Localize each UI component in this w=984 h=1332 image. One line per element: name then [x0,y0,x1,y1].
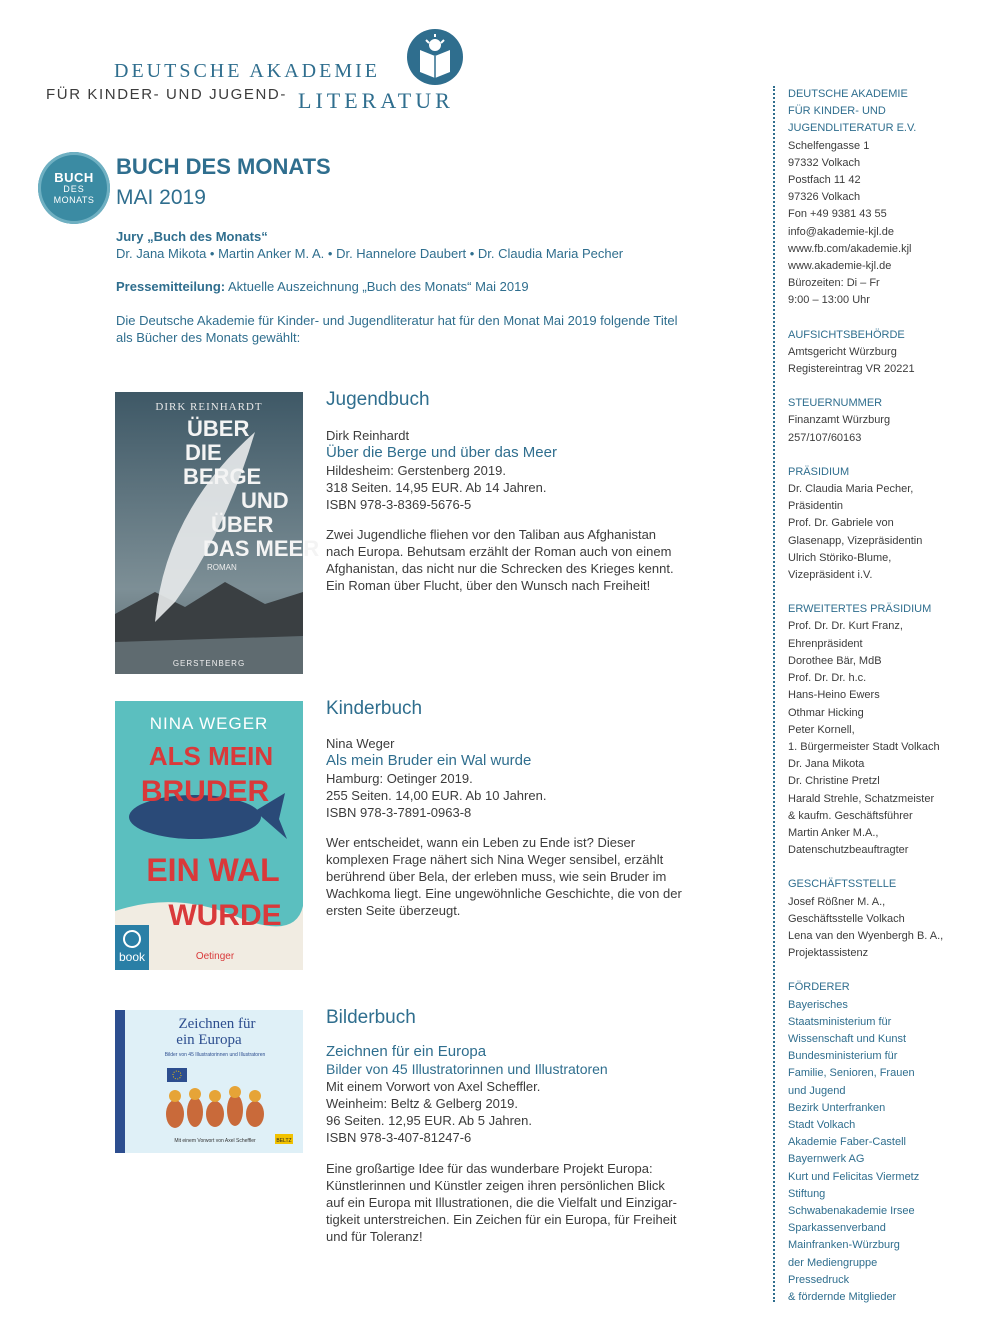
sponsor-line: Bundesministerium für [788,1050,898,1063]
badge-line1: BUCH [54,170,94,185]
book-info [326,735,546,821]
sidebar-line: Prof. Dr. Dr. Kurt Franz, [788,620,903,633]
sidebar-line: 9:00 – 13:00 Uhr [788,294,870,307]
cover-genre: ROMAN [207,563,237,572]
sidebar-heading: PRÄSIDIUM [788,465,850,478]
book-subtitle: Bilder von 45 Illustratorinnen und Illustratoren [326,1061,608,1077]
sidebar-gap [788,378,978,395]
cover-publisher: GERSTENBERG [172,659,246,668]
sidebar-line: Finanzamt Würzburg [788,414,891,427]
cover-title-line: WURDE [168,899,282,932]
sidebar-line: Dorothee Bär, MdB [788,654,882,667]
sponsor-line: & fördernde Mitglieder [788,1291,897,1303]
book-info [326,1043,608,1146]
sponsor-line: und Jugend [788,1084,846,1097]
sidebar-line: Geschäftsstelle Volkach [788,912,905,925]
description-line: Afghanistan, das nicht nur die Schrecken des Krieges kennt. [326,561,674,576]
sidebar-line: Fon +49 9381 43 55 [788,208,887,221]
description-line: ersten Seite überzeugt. [326,903,461,918]
cover-author: NINA WEGER [149,714,269,733]
sidebar-gap [788,310,978,327]
sidebar-line: 97332 Volkach [788,156,861,169]
book-detail: ISBN 978-3-407-81247-6 [326,1130,472,1145]
sidebar-heading: STEUERNUMMER [788,397,883,410]
book-cover-jugendbuch [115,392,320,674]
jury-members: Dr. Jana Mikota • Martin Anker M. A. • Dr. Hannelore Daubert • Dr. Claudia Maria Pecher [116,246,624,261]
category-heading: Bilderbuch [326,1007,416,1028]
sidebar-line: Vizepräsident i.V. [788,569,873,582]
sponsor-line: Schwabenakademie Irsee [788,1204,915,1217]
press-label: Pressemitteilung: [116,279,226,294]
sidebar-line: Projektassistenz [788,947,869,960]
cover-title-line: BERGE [183,464,262,489]
sidebar-line: Amtsgericht Würzburg [788,345,897,358]
book-title: Zeichnen für ein Europa [326,1043,487,1060]
cover-title-line: ÜBER [187,416,250,441]
cover-title-line: BRUDER [140,775,270,808]
book-description [326,526,674,594]
sponsor-line: Staatsministerium für [788,1015,892,1028]
badge-line3: MONATS [53,195,95,205]
description-line: Ein Roman über Flucht, über den Wunsch nach Freiheit! [326,578,651,593]
sidebar-line: Glasenapp, Vizepräsidentin [788,534,923,547]
book-description [326,834,682,919]
logo-text-line2: FÜR KINDER- UND JUGEND- [46,86,287,103]
page-subtitle: MAI 2019 [116,186,206,209]
sidebar-line: Registereintrag VR 20221 [788,363,915,376]
sidebar-gap [788,584,978,601]
sidebar-heading: ERWEITERTES PRÄSIDIUM [788,603,932,616]
book-detail: 96 Seiten. 12,95 EUR. Ab 5 Jahren. [326,1113,532,1128]
description-line: Eine großartige Idee für das wunderbare Projekt Europa: [326,1161,653,1176]
intro-line: als Bücher des Monats gewählt: [116,330,301,345]
press-text: Aktuelle Auszeichnung „Buch des Monats“ Mai 2019 [225,279,529,294]
sidebar-line: Prof. Dr. Dr. h.c. [788,672,867,685]
sponsor-line: Stiftung [788,1187,826,1200]
badge-line2: DES [63,184,85,194]
sidebar-line: Peter Kornell, [788,723,855,736]
cover-subtitle: Bilder von 45 Illustratorinnen und Illustratoren [164,1052,266,1058]
book-detail: Hamburg: Oetinger 2019. [326,771,473,786]
book-author: Nina Weger [326,736,395,751]
sidebar-line: Josef Rößner M. A., [788,895,886,908]
logo-text-line1: DEUTSCHE AKADEMIE [114,60,380,82]
sponsor-line: Bezirk Unterfranken [788,1101,886,1114]
sponsor-line: Sparkassenverband [788,1222,886,1235]
sidebar-heading: GESCHÄFTSSTELLE [788,878,897,891]
book-cover-kinderbuch [115,701,303,970]
jury-label: Jury „Buch des Monats“ [116,229,268,244]
sidebar-heading: JUGENDLITERATUR E.V. [788,122,917,135]
sidebar-line: Präsidentin [788,500,844,513]
sidebar-line: www.fb.com/akademie.kjl [788,242,912,255]
sponsor-line: Kurt und Felicitas Viermetz [788,1170,920,1183]
sidebar-line: Dr. Christine Pretzl [788,775,880,788]
description-line: Künstlerinnen und Künstler zeigen ihren persönlichen Blick [326,1178,665,1193]
sidebar-line: 1. Bürgermeister Stadt Volkach [788,740,940,753]
sidebar-line: Hans-Heino Ewers [788,689,880,702]
description-line: komplexen Frage nähert sich Nina Weger sensibel, erzählt [326,852,664,867]
sidebar-heading: AUFSICHTSBEHÖRDE [788,328,905,341]
book-description [326,1160,677,1245]
sidebar-line: info@akademie-kjl.de [788,225,894,238]
sponsor-line: Stadt Volkach [788,1118,856,1131]
sidebar-line: Dr. Jana Mikota [788,758,865,771]
book-cover-bilderbuch [115,1010,303,1153]
sponsor-line: Bayerisches [788,998,848,1011]
description-line: Zwei Jugendliche fliehen vor den Taliban aus Afghanistan [326,527,657,542]
sidebar-line: Lena van den Wyenbergh B. A., [788,929,944,942]
sidebar-line: www.akademie-kjl.de [788,260,892,273]
sidebar-line: Datenschutzbeauftragter [788,844,909,857]
description-line: und für Toleranz! [326,1229,423,1244]
cover-publisher: BELTZ [276,1138,292,1144]
page-title: BUCH DES MONATS [116,154,331,179]
book-detail: 255 Seiten. 14,00 EUR. Ab 10 Jahren. [326,788,547,803]
sidebar-gap [788,962,978,979]
book-title: Über die Berge und über das Meer [326,444,557,461]
sponsor-line: Akademie Faber-Castell [788,1136,906,1149]
sidebar-line: Prof. Dr. Gabriele von [788,517,894,530]
sidebar-gap [788,447,978,464]
book-detail: ISBN 978-3-8369-5676-5 [326,497,472,512]
sidebar-line: Harald Strehle, Schatzmeister [788,792,935,805]
book-detail: Weinheim: Beltz & Gelberg 2019. [326,1096,518,1111]
description-line: berührend über Bela, der erleben muss, wie sein Bruder im [326,869,667,884]
category-heading: Jugendbuch [326,389,430,410]
sidebar-line: 97326 Volkach [788,191,861,204]
sponsor-line: der Mediengruppe [788,1256,878,1269]
cover-title-line: ÜBER [211,512,274,537]
ebook-badge: book [118,950,146,964]
sidebar-divider [773,86,776,1302]
book-title: Als mein Bruder ein Wal wurde [326,752,532,769]
sponsor-line: Mainfranken-Würzburg [788,1239,900,1252]
sidebar-line: & kaufm. Geschäftsführer [788,809,913,822]
sidebar-info [788,86,978,1306]
cover-foot: Mit einem Vorwort von Axel Scheffler [174,1138,256,1144]
cover-title-line: Zeichnen für [178,1016,256,1032]
sidebar-line: Postfach 11 42 [788,174,861,187]
cover-title-line: DAS MEER [203,536,320,561]
buch-des-monats-badge [38,152,110,224]
sidebar-gap [788,859,978,876]
cover-title-line: DIE [185,440,222,465]
sidebar-line: Schelfengasse 1 [788,139,870,152]
category-heading: Kinderbuch [326,698,423,719]
sidebar-line: Ehrenpräsident [788,637,863,650]
book-detail: ISBN 978-3-7891-0963-8 [326,805,472,820]
description-line: nach Europa. Behutsam erzählt der Roman auch von einem [326,544,672,559]
sidebar-line: Othmar Hicking [788,706,864,719]
book-detail: Mit einem Vorwort von Axel Scheffler. [326,1079,541,1094]
book-info [326,427,557,513]
description-line: auf ein Europa mit Illustrationen, die die Vielfalt und Einzigar- [326,1195,677,1210]
sponsor-line: Familie, Senioren, Frauen [788,1067,915,1080]
description-line: tigkeit unterstreichen. Ein Zeichen für ein Europa, für Freiheit [326,1212,677,1227]
cover-title-line: ein Europa [176,1032,242,1048]
cover-author: DIRK REINHARDT [155,401,263,413]
sponsor-line: Pressedruck [788,1273,850,1286]
cover-title-line: ALS MEIN [148,741,274,771]
sidebar-heading: DEUTSCHE AKADEMIE [788,88,908,100]
cover-publisher: Oetinger [195,951,235,962]
description-line: Wachkoma liegt. Eine ungewöhnliche Geschichte, die von der [326,886,682,901]
intro-line: Die Deutsche Akademie für Kinder- und Jugendliteratur hat für den Monat Mai 2019 folgende Titel [116,313,678,328]
sidebar-line: Dr. Claudia Maria Pecher, [788,483,914,496]
press-release-line [116,278,529,295]
logo-text-line3: LITERATUR [298,88,454,113]
book-detail: 318 Seiten. 14,95 EUR. Ab 14 Jahren. [326,480,547,495]
cover-title-line: EIN WAL [146,852,280,888]
cover-title-line: UND [241,488,289,513]
sidebar-line: Martin Anker M.A., [788,826,879,839]
reading-child-logo-icon [406,28,464,86]
sidebar-heading: FÖRDERER [788,981,850,994]
sidebar-heading: FÜR KINDER- UND [788,105,886,118]
description-line: Wer entscheidet, wann ein Leben zu Ende ist? Dieser [326,835,636,850]
sidebar-line: 257/107/60163 [788,431,862,444]
sidebar-line: Ulrich Störiko-Blume, [788,551,892,564]
book-author: Dirk Reinhardt [326,428,410,443]
sponsor-line: Wissenschaft und Kunst [788,1032,907,1045]
sponsor-line: Bayernwerk AG [788,1153,865,1166]
book-detail: Hildesheim: Gerstenberg 2019. [326,463,506,478]
sidebar-line: Bürozeiten: Di – Fr [788,277,880,290]
